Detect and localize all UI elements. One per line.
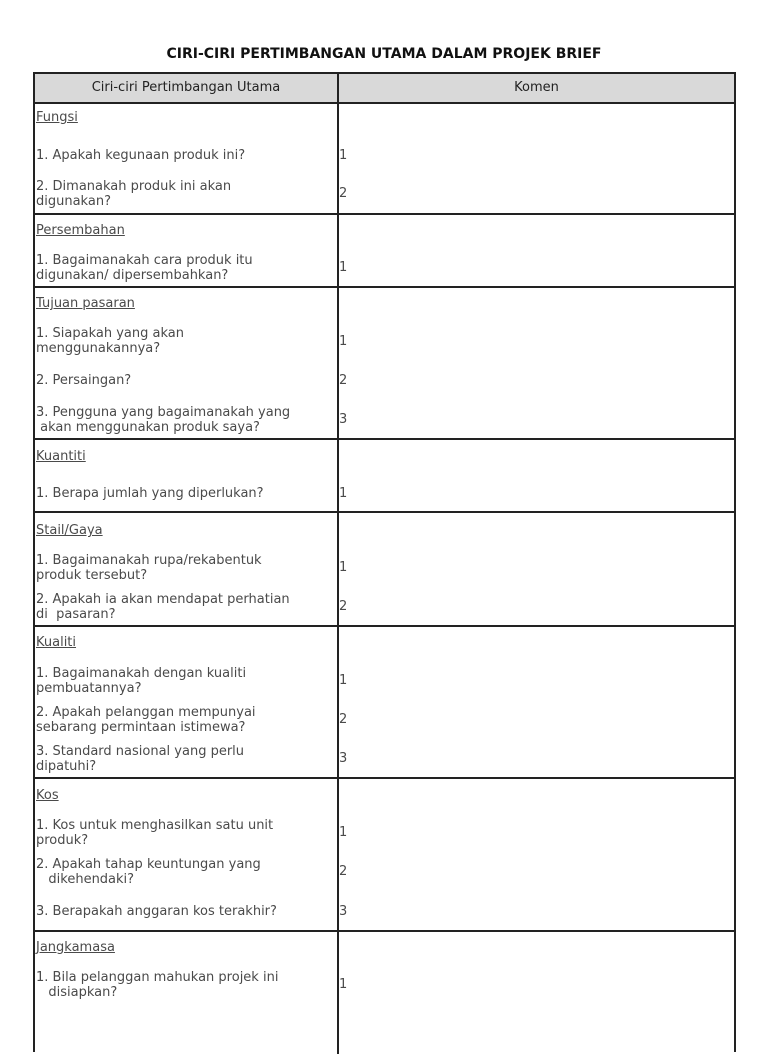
row-divider bbox=[35, 930, 734, 932]
section-title: Stail/Gaya bbox=[36, 523, 103, 538]
question: 2. Apakah tahap keuntungan yang dikehendaki? bbox=[36, 857, 261, 887]
question: 1. Apakah kegunaan produk ini? bbox=[36, 148, 246, 163]
question: 3. Pengguna yang bagaimanakah yang akan menggunakan produk saya? bbox=[36, 405, 291, 435]
section-title: Fungsi bbox=[36, 110, 78, 125]
section-title: Kualiti bbox=[36, 635, 77, 650]
question: 3. Standard nasional yang perlu dipatuhi? bbox=[36, 744, 245, 774]
comment-number: 2 bbox=[339, 599, 348, 614]
comment-number: 1 bbox=[339, 673, 348, 688]
section-title: Kos bbox=[36, 788, 59, 803]
row-divider bbox=[35, 286, 734, 288]
row-divider bbox=[35, 438, 734, 440]
row-divider bbox=[35, 777, 734, 779]
header-comment: Komen bbox=[514, 80, 559, 95]
comment-number: 1 bbox=[339, 260, 348, 275]
comment-number: 2 bbox=[339, 712, 348, 727]
question: 1. Berapa jumlah yang diperlukan? bbox=[36, 486, 264, 501]
comment-number: 1 bbox=[339, 486, 348, 501]
comment-number: 2 bbox=[339, 373, 348, 388]
row-divider bbox=[35, 625, 734, 627]
question: 2. Apakah pelanggan mempunyai sebarang permintaan istimewa? bbox=[36, 705, 256, 735]
comment-number: 3 bbox=[339, 412, 348, 427]
comment-number: 3 bbox=[339, 751, 348, 766]
header-criteria: Ciri-ciri Pertimbangan Utama bbox=[91, 80, 281, 95]
row-divider bbox=[35, 511, 734, 513]
section-title: Persembahan bbox=[36, 223, 125, 238]
comment-number: 3 bbox=[339, 904, 348, 919]
question: 2. Dimanakah produk ini akan digunakan? bbox=[36, 179, 232, 209]
table-header bbox=[35, 74, 734, 104]
row-divider bbox=[35, 213, 734, 215]
section-title: Tujuan pasaran bbox=[36, 296, 135, 311]
question: 2. Persaingan? bbox=[36, 373, 132, 388]
question: 1. Siapakah yang akan menggunakannya? bbox=[36, 326, 184, 356]
comment-number: 1 bbox=[339, 825, 348, 840]
comment-number: 1 bbox=[339, 560, 348, 575]
comment-number: 2 bbox=[339, 186, 348, 201]
brief-table bbox=[33, 72, 736, 1052]
question: 1. Bagaimanakah cara produk itu digunakan/ dipersembahkan? bbox=[36, 253, 253, 283]
comment-number: 2 bbox=[339, 864, 348, 879]
question: 2. Apakah ia akan mendapat perhatian di pasaran? bbox=[36, 592, 290, 622]
question: 1. Bagaimanakah dengan kualiti pembuatannya? bbox=[36, 666, 247, 696]
question: 1. Bila pelanggan mahukan projek ini disiapkan? bbox=[36, 970, 279, 1000]
section-title: Kuantiti bbox=[36, 449, 86, 464]
question: 3. Berapakah anggaran kos terakhir? bbox=[36, 904, 277, 919]
comment-number: 1 bbox=[339, 334, 348, 349]
question: 1. Bagaimanakah rupa/rekabentuk produk tersebut? bbox=[36, 553, 262, 583]
question: 1. Kos untuk menghasilkan satu unit produk? bbox=[36, 818, 274, 848]
comment-number: 1 bbox=[339, 148, 348, 163]
section-title: Jangkamasa bbox=[36, 940, 115, 955]
comment-number: 1 bbox=[339, 977, 348, 992]
document-title: CIRI-CIRI PERTIMBANGAN UTAMA DALAM PROJEK BRIEF bbox=[166, 46, 602, 62]
